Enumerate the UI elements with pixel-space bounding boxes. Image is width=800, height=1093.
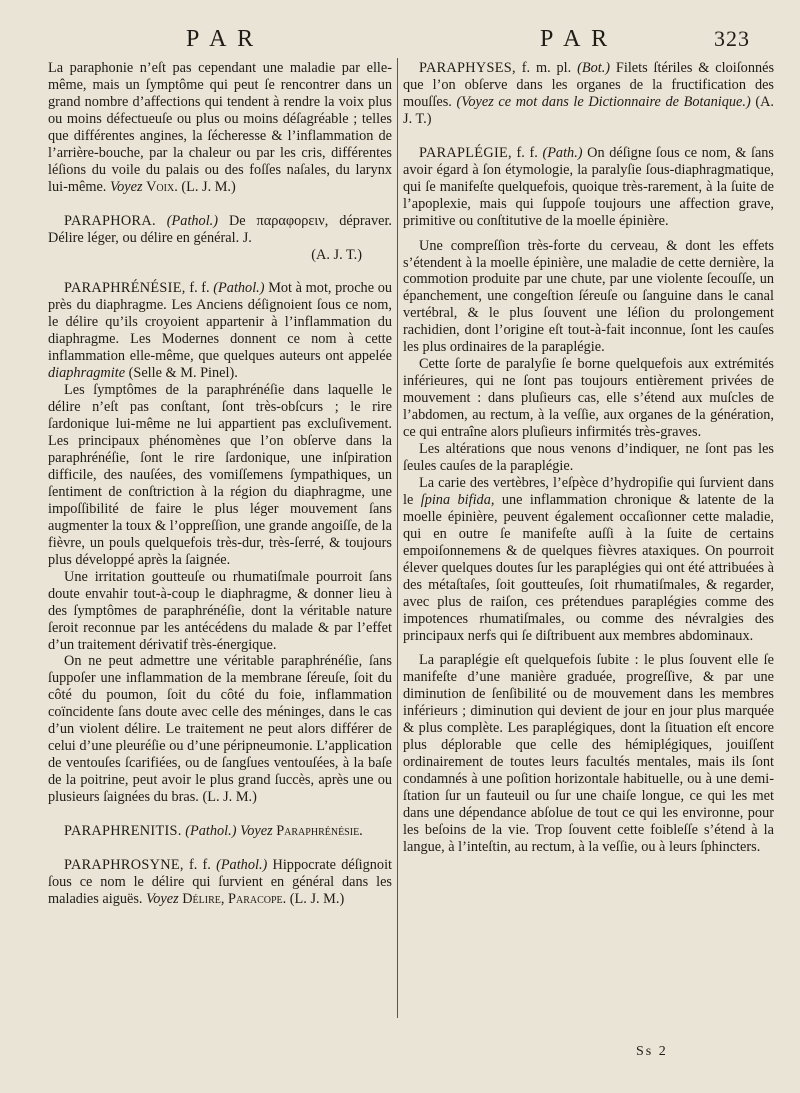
headword: PARAPHORA.: [64, 212, 156, 229]
paragraph: [403, 475, 774, 645]
domain-abbr: (Pathol.): [213, 280, 265, 297]
paragraph: [403, 145, 774, 230]
grammar-label: f. f.: [188, 856, 211, 873]
term: ſpina bifida,: [420, 491, 495, 508]
body-text: La paraphonie n’eſt pas cependant une maladie par elle-même, mais un ſymptôme qui peut ſe rencontrer dans un grand nombre d’affections qui tendent à rendre la voix plus ou moins défectueuſe ou plus ou moins déſagréable ; telles que différentes angines, la ſécheresse & l’inflammation de l’arrière-bouche, par la chaleur ou par les cris, différentes léſions du voile du palais ou des foſſes naſales, du larynx lui-même.: [48, 60, 392, 195]
entry-paraphora: [48, 213, 392, 264]
page-number: 323: [714, 26, 750, 51]
paragraph: [403, 60, 774, 128]
grammar-label: f. f.: [189, 280, 210, 297]
paragraph: [48, 857, 392, 908]
grammar-label: f. f.: [516, 144, 538, 161]
entry-paraphrenitis: [48, 823, 392, 840]
body-text: Hippocrate déſignoit ſous ce nom le délire qui ſurvient en général dans les maladies aiguës.: [48, 856, 393, 907]
see-ref: (Voyez ce mot dans le Dictionnaire de Botanique.): [456, 93, 751, 110]
see-ref: Voyez: [146, 890, 179, 907]
body-text: De παραφορειν, dépraver. Délire léger, ou délire en général. J.: [48, 212, 392, 246]
column-divider: [397, 58, 398, 1018]
right-column: [403, 60, 774, 873]
domain-abbr: (Pathol.): [185, 823, 237, 840]
entry-paraplegie: [403, 145, 774, 856]
headword: PARAPHRÉNÉSIE,: [64, 280, 186, 297]
entry-paraphrenesie: [48, 280, 392, 806]
body-text: Filets ſtériles & cloiſonnés que l’on obſerve dans les organes de la fructification des mouſſes.: [403, 60, 775, 110]
entry-paraphyses: [403, 60, 774, 128]
entry-paraphrosyne: [48, 857, 392, 908]
spacer: [403, 230, 774, 238]
spacer: [403, 644, 774, 652]
header-left: P A R: [186, 26, 257, 52]
cross-reference: Paraphrénésie.: [276, 823, 363, 840]
body-text: On ne peut admettre une véritable paraphrénéſie, ſans ſuppoſer une inflammation de la membrane ſéreuſe, ſoit du côté du poumon, ſoit du côté du foie, inflammation coïncidente ſans doute avec celle des méninges, dans le cas d’un violent délire. Le traitement ne peut alors différer de celui d’une pleuréſie ou d’une péripneumonie. L’application de ventouſes ſcarifiées, ou de ſangſues ventouſées, à la baſe de la poitrine, peut avoir le plus grand ſuccès, après une ou plusieurs ſaignées du bras.: [48, 653, 392, 806]
left-column: [48, 60, 392, 925]
author-credit: (L. J. M.): [202, 789, 257, 806]
headword: PARAPHROSYNE,: [64, 856, 184, 873]
body-text: On déſigne ſous ce nom, & ſans avoir égard à ſon étymologie, la paralyſie ſous-diaphragmatique, qui ſe manifeſte quelquefois, quoique très-rarement, à la ſuite de l’apoplexie, mais qui ſuppoſe toujours une affection grave, primitive ou conſtitutive de la moelle épinière.: [403, 144, 775, 229]
headword: PARAPHYSES,: [419, 60, 516, 76]
cross-reference: Délire, Paracope.: [182, 890, 287, 907]
term: diaphragmite: [48, 365, 126, 382]
paragraph: [48, 60, 392, 196]
body-text: (Selle & M. Pinel).: [128, 365, 238, 382]
body-text: une inflammation chronique & latente de la moelle épinière, peuvent également occaſionner cette maladie, qui en outre ſe manifeſte auſſi à la ſuite de certains empoiſonnemens & de quelques fièvres ataxiques. On pourroit élever quelques doutes ſur les paraplégies qui ont été attribuées à des métaſtaſes, ſoit goutteuſes, ſoit rhumatiſmales, & regarder, avec plus de raiſon, ces prétendues paraplégies comme des impotences rhumatiſmales, ou comme des névralgies des principaux nerfs qui ſe diſtribuent aux membres abdominaux.: [403, 491, 774, 644]
domain-abbr: (Path.): [542, 144, 583, 161]
author-credit: (A. J. T.): [311, 246, 362, 263]
see-ref: Voyez: [240, 823, 273, 840]
grammar-label: f. m. pl.: [521, 60, 572, 76]
paragraph: Une irritation goutteuſe ou rhumatiſmale pourroit ſans doute envahir tout-à-coup le diaphragme, & donner lieu à des ſymptômes de paraphrénéſie, dont la véritable nature ſeroit reconnue par les antécédens du malade & par l’effet d’un traitement dérivatif très-énergique.: [48, 568, 392, 653]
domain-abbr: (Pathol.): [166, 212, 219, 229]
paragraph: Une compreſſion très-forte du cerveau, & dont les effets s’étendent à la moelle épinière, une maladie de cette dernière, la commotion produite par une chute, par une violente ſecouſſe, un épanchement, une congeſtion ſéreuſe ou ſanguine dans le canal vertébral, & le plus ſouvent une léſion du prolongement rachidien, dont l’origine eſt tout-à-fait inconnue, ſont les cauſes les plus ordinaires de la paraplégie.: [403, 237, 774, 356]
header-right: P A R: [540, 26, 611, 52]
paragraph: [48, 280, 392, 382]
headword: PARAPHRENITIS.: [64, 823, 182, 840]
paragraph: [48, 653, 392, 806]
author-credit: (A. J. T.): [403, 93, 775, 127]
paragraph: [48, 823, 392, 840]
body-text: Mot à mot, proche ou près du diaphragme. Les Anciens déſignoient ſous ce nom, le délire qu’ils croyoient appartenir à l’inflammation du diaphragme. Les Modernes donnent ce nom à cette inflammation elle-même, que quelques auteurs ont appelée: [48, 280, 392, 365]
paragraph: Les altérations que nous venons d’indiquer, ne ſont pas les ſeules cauſes de la paraplégie.: [403, 441, 774, 474]
cross-reference: Voix.: [146, 178, 178, 195]
domain-abbr: (Pathol.): [216, 856, 268, 873]
author-credit: (L. J. M.): [181, 178, 236, 195]
paragraph: La paraplégie eſt quelquefois ſubite : le plus ſouvent elle ſe manifeſte d’une manière graduée, progreſſive, & par une diminution de ſenſibilité ou de mouvement dans les membres inférieurs ; diminution qui devient de jour en jour plus marquée & plus complète. Les paraplégiques, dont la ſituation eſt encore plus déplorable que celle des hémiplégiques, jouiſſent ordinairement de toutes leurs facultés mentales, mais ils ſont condamnés à une poſition horizontale habituelle, ou à une demi-ſtation ſur un fauteuil ou ſur une chaiſe longue, ce qui les met dans une dépendance abſolue de tout ce qui les environne, pour les beſoins de la vie. Trop ſouvent cette foibleſſe s’étend à la langue, à l’inteſtin, au rectum, à la veſſie, ou à leurs ſphincters.: [403, 652, 774, 855]
author-credit: (L. J. M.): [289, 890, 345, 907]
body-text: La carie des vertèbres, l’eſpèce d’hydropiſie qui ſurvient dans le: [403, 474, 774, 508]
paragraph: Cette ſorte de paralyſie ſe borne quelquefois aux extrémités inférieures, qui ne ſont pas toujours entièrement privées de mouvement : dans pluſieurs cas, elle s’étend aux muſcles de l’abdomen, au rectum, à la veſſie, aux organes de la génération, ce qui entraîne alors pluſieurs infirmités très-graves.: [403, 356, 774, 441]
paragraph: [48, 213, 392, 247]
headword: PARAPLÉGIE,: [419, 144, 512, 161]
paragraph: Les ſymptômes de la paraphrénéſie dans laquelle le délire n’eſt pas conſtant, ſont très-obſcurs ; le rire ſardonique lui-même ne lui appartient pas excluſivement. Les principaux phénomènes que l’on obſerve dans la paraphrénéſie, ſont le rire ſardonique, une inſpiration difficile, des nauſées, des vomiſſemens ſympathiques, un ſentiment de conſtriction à la région du diaphragme, une impoſſibilité de faire le plus léger mouvement ſans augmenter la toux & l’oppreſſion, une grande angoiſſe, de la fièvre, un pouls quelquefois très-dur, très-ſerré, & toujours plus développé après la ſaignée.: [48, 382, 392, 568]
entry-paraphonie-continued: [48, 60, 392, 196]
signature-mark: Ss 2: [636, 1044, 668, 1059]
domain-abbr: (Bot.): [577, 60, 611, 76]
running-header: [0, 26, 800, 56]
see-ref: Voyez: [109, 178, 143, 195]
